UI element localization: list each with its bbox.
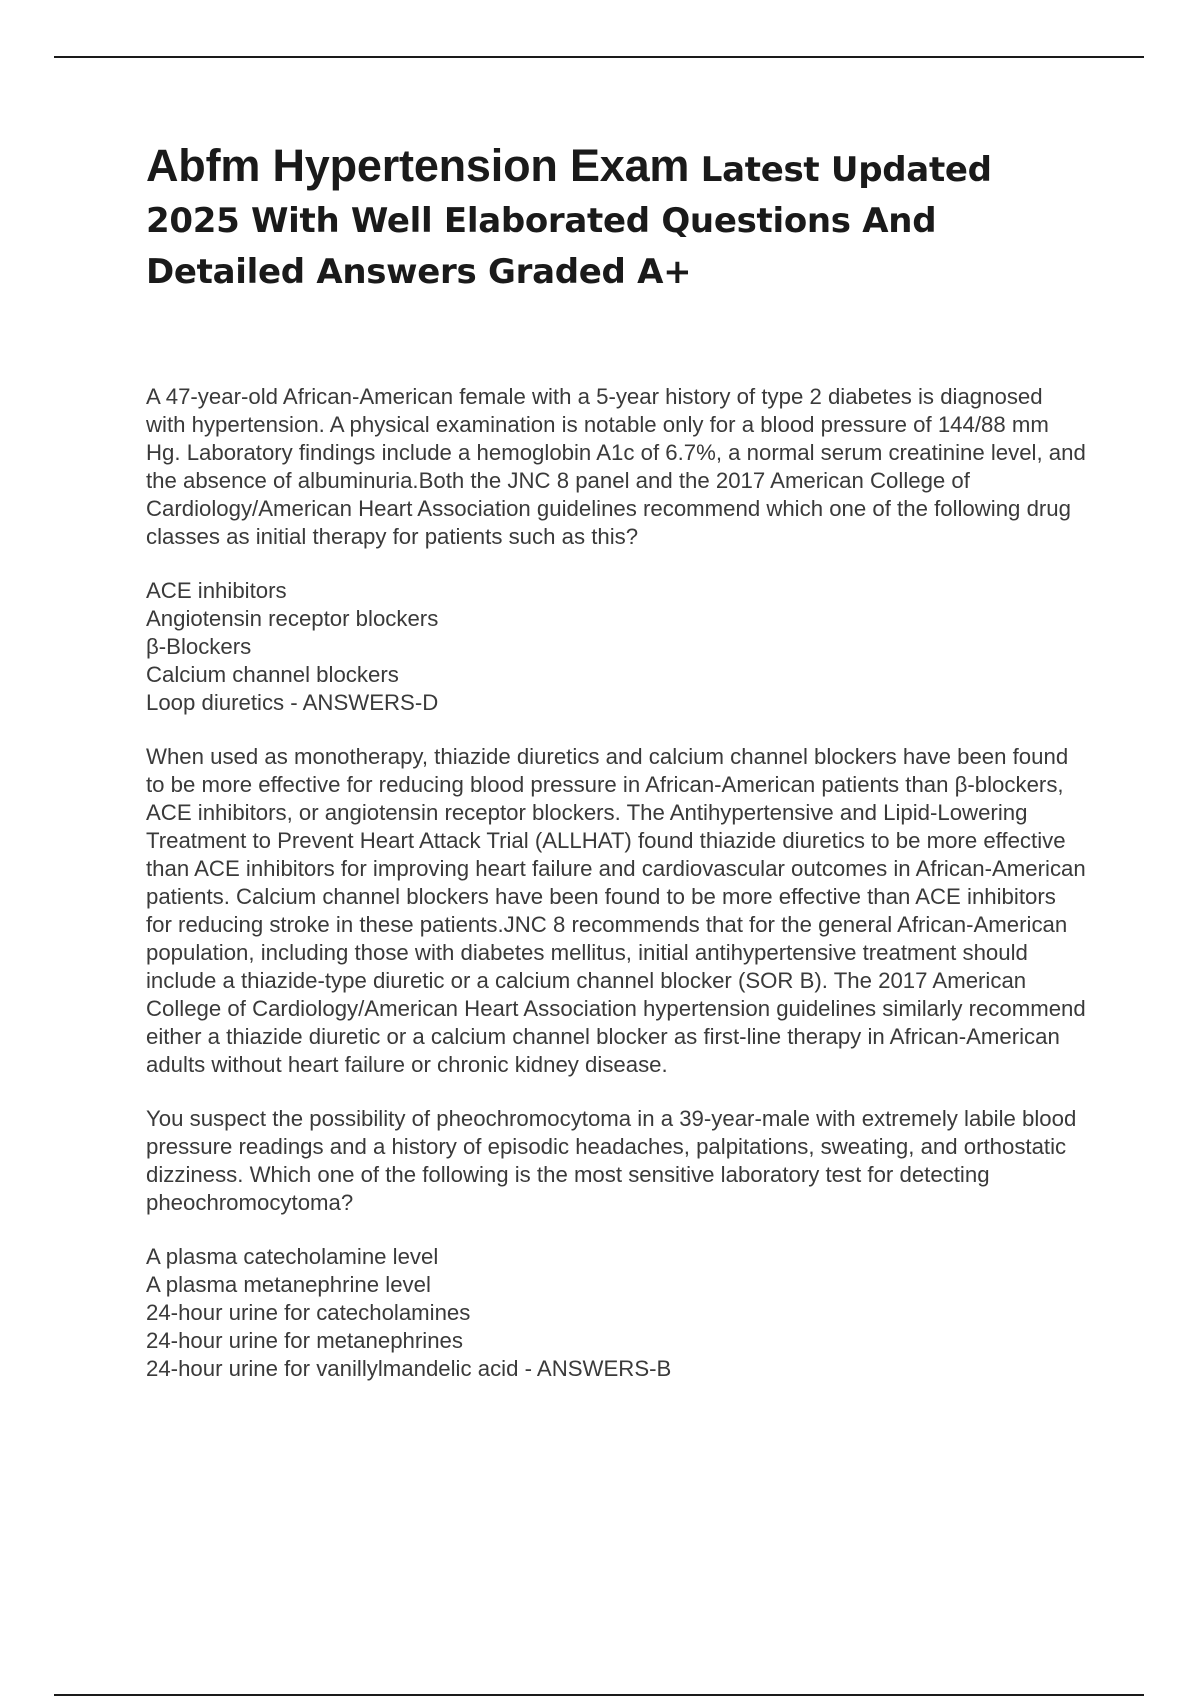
question-2-option-d: 24-hour urine for metanephrines <box>146 1328 463 1353</box>
document-body <box>146 383 1086 1409</box>
question-1-option-c: β-Blockers <box>146 634 252 659</box>
question-2-option-a: A plasma catecholamine level <box>146 1244 439 1269</box>
title-lead: Abfm Hypertension Exam <box>146 140 690 191</box>
question-1-options <box>146 577 1086 717</box>
top-rule <box>54 56 1144 58</box>
question-2-option-c: 24-hour urine for catecholamines <box>146 1300 471 1325</box>
title-rest: Latest Updated 2025 With Well Elaborated Questions And Detailed Answers Graded A+ <box>146 150 992 292</box>
document-title <box>146 140 1086 298</box>
question-1-explanation: When used as monotherapy, thiazide diuretics and calcium channel blockers have been found to be more effective for reducing blood pressure in African-American patients than β-blockers, ACE inhibitors, or angiotensin receptor blockers. The Antihypertensive and Lipid-Lowering Treatment to Prevent Heart Attack Trial (ALLHAT) found thiazide diuretics to be more effective than ACE inhibitors for improving heart failure and cardiovascular outcomes in African-American patients. Calcium channel blockers have been found to be more effective than ACE inhibitors for reducing stroke in these patients.JNC 8 recommends that for the general African-American population, including those with diabetes mellitus, initial antihypertensive treatment should include a thiazide-type diuretic or a calcium channel blocker (SOR B). The 2017 American College of Cardiology/American Heart Association hypertension guidelines similarly recommend either a thiazide diuretic or a calcium channel blocker as first-line therapy in African-American adults without heart failure or chronic kidney disease. <box>146 744 1086 1077</box>
question-2-options <box>146 1243 1086 1383</box>
question-2-option-e: 24-hour urine for vanillylmandelic acid - ANSWERS-B <box>146 1356 672 1381</box>
question-2-text: You suspect the possibility of pheochromocytoma in a 39-year-male with extremely labile blood pressure readings and a history of episodic headaches, palpitations, sweating, and orthostatic dizziness. Which one of the following is the most sensitive laboratory test for detecting pheochromocytoma? <box>146 1106 1077 1215</box>
bottom-rule <box>54 1694 1144 1696</box>
question-1-text: A 47-year-old African-American female with a 5-year history of type 2 diabetes is diagnosed with hypertension. A physical examination is notable only for a blood pressure of 144/88 mm Hg. Laboratory findings include a hemoglobin A1c of 6.7%, a normal serum creatinine level, and the absence of albuminuria.Both the JNC 8 panel and the 2017 American College of Cardiology/American Heart Association guidelines recommend which one of the following drug classes as initial therapy for patients such as this? <box>146 384 1086 549</box>
question-1-option-b: Angiotensin receptor blockers <box>146 606 439 631</box>
question-2-option-b: A plasma metanephrine level <box>146 1272 431 1297</box>
question-1-option-d: Calcium channel blockers <box>146 662 399 687</box>
question-1-option-e: Loop diuretics - ANSWERS-D <box>146 690 439 715</box>
question-1-option-a: ACE inhibitors <box>146 578 287 603</box>
